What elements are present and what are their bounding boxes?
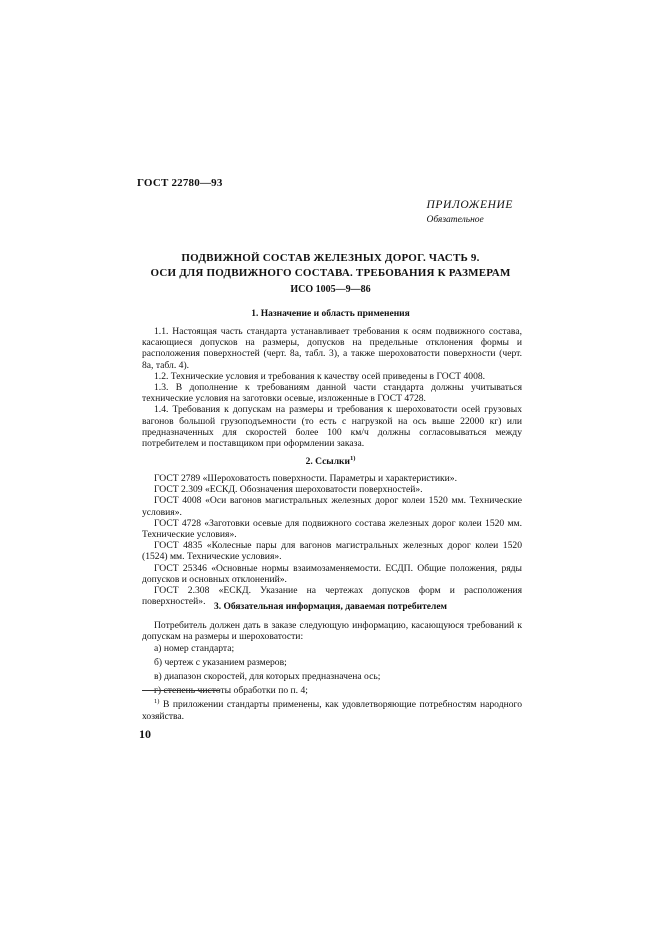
appendix-label: ПРИЛОЖЕНИЕ [426, 199, 513, 211]
reference-item: ГОСТ 4835 «Колесные пары для вагонов магистральных железных дорог колеи 1520 (1524) мм. Технические условия». [142, 540, 522, 563]
reference-item: ГОСТ 4008 «Оси вагонов магистральных железных дорог колеи 1520 мм. Технические условия». [142, 495, 522, 518]
appendix-status: Обязательное [426, 215, 484, 225]
section-1-title: 1. Назначение и область применения [251, 309, 410, 319]
footnote-text: В приложении стандарты применены, как удовлетворяющие потребностям народного хозяйства. [142, 699, 523, 723]
section-3-intro [142, 620, 522, 642]
list-item: г) степень чистоты обработки по п. 4; [154, 685, 308, 696]
paragraph: 1.2. Технические условия и требования к качеству осей приведены в ГОСТ 4008. [154, 370, 486, 382]
paragraph: 1.3. В дополнение к требованиям данной части стандарта должны учитываться технические условия на заготовки осевые, изложенные в ГОСТ 4728. [142, 382, 522, 405]
footnote [142, 696, 522, 723]
page-number: 10 [139, 727, 151, 741]
reference-item: ГОСТ 2789 «Шероховатость поверхности. Параметры и характеристики». [154, 473, 457, 484]
appendix-block [427, 198, 513, 228]
reference-item: ГОСТ 4728 «Заготовки осевые для подвижного состава железных дорог колеи 1520 мм. Технические условия». [142, 517, 522, 541]
list-item: а) номер стандарта; [154, 643, 235, 654]
iso-reference: ИСО 1005—9—86 [290, 284, 371, 295]
footnote-divider [142, 690, 220, 691]
paragraph: Потребитель должен дать в заказе следующую информацию, касающуюся требований к допускам на размеры и шероховатости: [142, 620, 522, 643]
reference-item: ГОСТ 2.309 «ЕСКД. Обозначения шероховатости поверхностей». [154, 484, 423, 496]
paragraph: 1.1. Настоящая часть стандарта устанавливает требования к осям подвижного состава, касающиеся допусков на размеры, допусков на предельные отклонения формы и расположения поверхностей (черт. 8а, табл. 3), а также шероховатости поверхности (черт. 8а, табл. 4). [142, 326, 522, 371]
footnote-mark: 1) [349, 455, 356, 462]
list-item: в) диапазон скоростей, для которых предназначена ось; [154, 671, 381, 682]
section-1-body [142, 326, 522, 449]
list-item: б) чертеж с указанием размеров; [154, 657, 287, 668]
footnote-mark: 1) [154, 698, 160, 705]
reference-item: ГОСТ 25346 «Основные нормы взаимозаменяемости. ЕСДП. Общие положения, ряды допусков и основных отклонений». [142, 562, 522, 585]
section-2-body [142, 473, 522, 607]
section-3-title: 3. Обязательная информация, даваемая потребителем [213, 602, 448, 612]
section-2-title-text: 2. Ссылки [305, 457, 350, 468]
document-title [137, 251, 524, 281]
standard-code: ГОСТ 22780—93 [137, 177, 223, 189]
title-line-1: ПОДВИЖНОЙ СОСТАВ ЖЕЛЕЗНЫХ ДОРОГ. ЧАСТЬ 9. [181, 252, 480, 264]
title-line-2: ОСИ ДЛЯ ПОДВИЖНОГО СОСТАВА. ТРЕБОВАНИЯ К РАЗМЕРАМ [150, 267, 511, 279]
section-2-title [137, 455, 524, 467]
paragraph: 1.4. Требования к допускам на размеры и требования к шероховатости осей грузовых вагонов большой грузоподъемности (то есть с нагрузкой на ось выше 22000 кг) или предназначенных для скоростей более 100 км/ч должны согласовываться между потребителем и поставщиком при оформлении заказа. [142, 404, 522, 450]
reference-item: ГОСТ 2.308 «ЕСКД. Указание на чертежах допусков форм и расположения поверхностей». [142, 585, 522, 608]
